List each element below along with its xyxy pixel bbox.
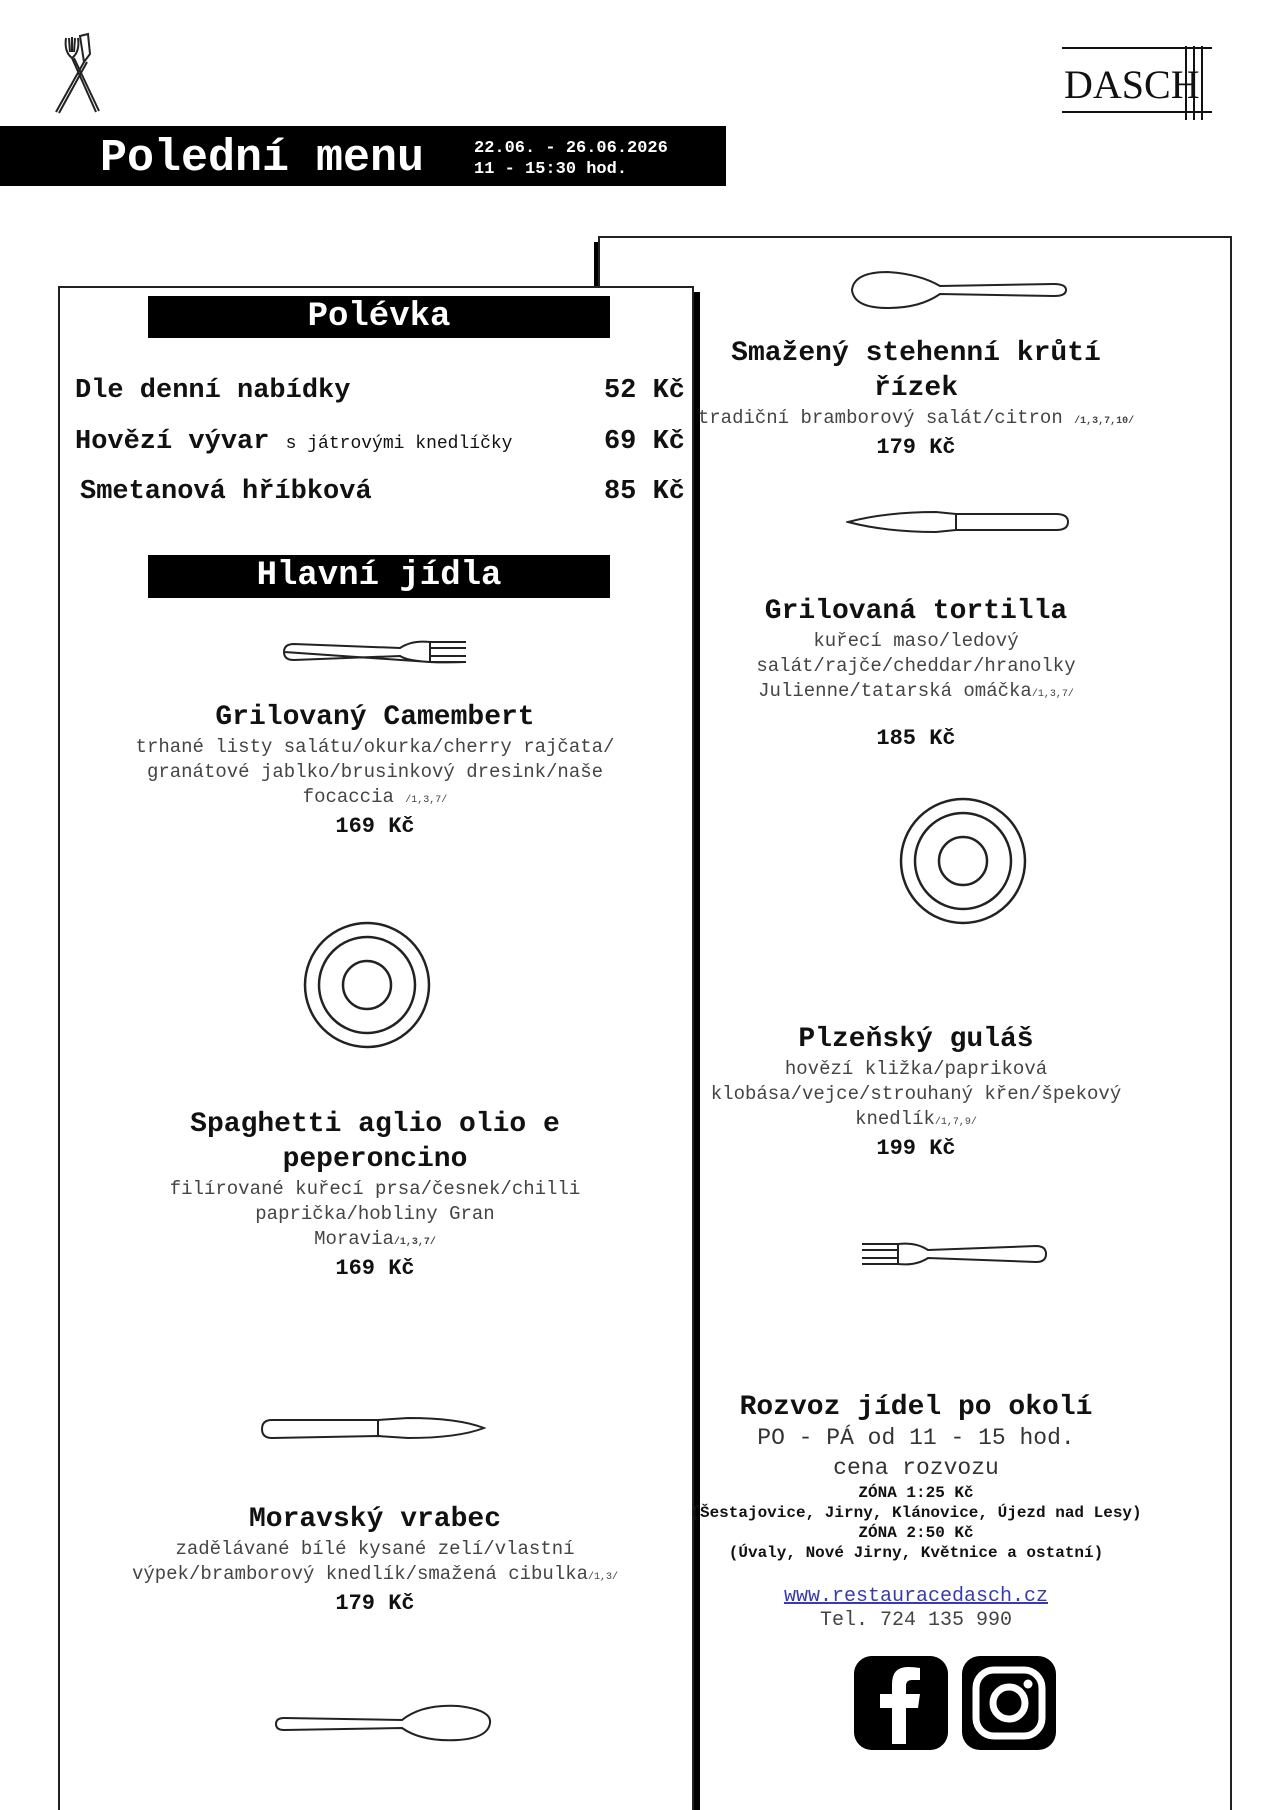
soup-row xyxy=(75,477,685,517)
soup-price: 52 Kč xyxy=(603,376,685,406)
menu-dates xyxy=(474,138,668,180)
dish-desc-line: trhané listy salátu/okurka/cherry rajčata/ xyxy=(135,736,615,758)
soup-name: Dle denní nabídky xyxy=(75,376,351,406)
delivery-zone-2: ZÓNA 2:50 Kč xyxy=(858,1524,974,1542)
dish-card xyxy=(606,594,1226,753)
dish-desc-line: kuřecí maso/ledový xyxy=(813,630,1019,652)
dish-price: 169 Kč xyxy=(335,1256,415,1281)
dish-desc-line: paprička/hobliny Gran xyxy=(255,1203,495,1225)
soup-row xyxy=(75,427,685,467)
dish-desc-line: filírované kuřecí prsa/česnek/chilli xyxy=(169,1178,581,1200)
dish-desc-line: salát/rajče/cheddar/hranolky xyxy=(756,655,1076,677)
dish-description xyxy=(606,629,1226,707)
soup-name: Hovězí vývar xyxy=(75,427,270,457)
delivery-section xyxy=(606,1392,1226,1633)
soup-row xyxy=(75,376,685,416)
delivery-zone-2-places: (Úvaly, Nové Jirny, Květnice a ostatní) xyxy=(728,1544,1104,1562)
dish-name: Moravský vrabec xyxy=(248,1504,502,1535)
knife-icon xyxy=(258,1414,486,1444)
dish-card xyxy=(603,336,1226,462)
delivery-title: Rozvoz jídel po okolí xyxy=(739,1392,1093,1423)
delivery-cost-label: cena rozvozu xyxy=(833,1455,999,1481)
dish-desc-line: focaccia xyxy=(302,786,406,808)
dish-desc-line: tradiční bramborový salát/citron xyxy=(697,407,1075,429)
dish-name-line: Smažený stehenní krůtí xyxy=(731,338,1101,369)
soup-note: s játrovými knedlíčky xyxy=(285,434,513,454)
soup-heading: Polévka xyxy=(148,296,610,338)
dish-allergens: /1,3,7/ xyxy=(1031,689,1074,700)
phone-number: Tel. 724 135 990 xyxy=(819,1609,1013,1632)
dasch-logo xyxy=(1062,46,1218,120)
dish-name-line: řízek xyxy=(873,373,958,404)
dish-description xyxy=(80,1537,670,1590)
fork-icon xyxy=(860,1238,1050,1270)
fork-knife-icon xyxy=(50,32,108,116)
knife-icon xyxy=(846,506,1072,536)
facebook-icon[interactable] xyxy=(854,1656,948,1750)
dish-price: 169 Kč xyxy=(335,814,415,839)
dish-desc-line: klobása/vejce/strouhaný křen/špekový xyxy=(710,1083,1122,1105)
dish-desc-line: knedlík xyxy=(855,1108,935,1130)
dish-name-line: Spaghetti aglio olio e xyxy=(190,1109,560,1140)
dish-card xyxy=(80,700,670,841)
delivery-zone-1: ZÓNA 1:25 Kč xyxy=(858,1484,974,1502)
dish-desc-line: Julienne/tatarská omáčka xyxy=(758,680,1032,702)
dish-allergens: /1,7,9/ xyxy=(934,1117,977,1128)
dish-card xyxy=(606,1022,1226,1163)
dish-desc-line: hovězí kližka/papriková xyxy=(784,1058,1048,1080)
plate-icon xyxy=(302,920,432,1050)
menu-hours: 11 - 15:30 hod. xyxy=(474,160,628,179)
dish-name: Plzeňský guláš xyxy=(798,1024,1034,1055)
dish-allergens: /1,3/ xyxy=(588,1572,619,1583)
dish-name: Grilovaná tortilla xyxy=(764,596,1068,627)
dish-desc-line: granátové jablko/brusinkový dresink/naše xyxy=(146,761,604,783)
dish-description xyxy=(606,406,1226,434)
instagram-icon[interactable] xyxy=(962,1656,1056,1750)
dish-name-line: peperoncino xyxy=(282,1144,468,1175)
dish-price: 179 Kč xyxy=(335,1591,415,1616)
dish-desc-line: výpek/bramborový knedlík/smažená cibulka xyxy=(131,1563,589,1585)
menu-date-range: 22.06. - 26.06.2026 xyxy=(474,139,668,158)
soup-name: Smetanová hříbková xyxy=(80,477,372,507)
website-link[interactable]: www.restauracedasch.cz xyxy=(783,1585,1049,1608)
dish-allergens: /1,3,7,10/ xyxy=(1074,416,1135,427)
spoon-icon xyxy=(272,1700,494,1746)
dish-card xyxy=(80,1107,670,1283)
dish-price: 199 Kč xyxy=(876,1136,956,1161)
spoon-icon xyxy=(848,268,1070,312)
mains-heading: Hlavní jídla xyxy=(148,555,610,598)
dish-desc-line: Moravia xyxy=(314,1228,394,1250)
delivery-zone-1-places: (Šestajovice, Jirny, Klánovice, Újezd nad Lesy) xyxy=(690,1504,1142,1522)
dish-name: Grilovaný Camembert xyxy=(215,702,535,733)
dish-description xyxy=(80,735,670,813)
dish-price: 179 Kč xyxy=(876,435,956,460)
menu-title: Polední menu xyxy=(100,133,425,184)
dish-price: 185 Kč xyxy=(876,726,956,751)
dish-allergens: /1,3,7/ xyxy=(393,1237,436,1248)
dish-name xyxy=(603,336,1226,406)
plate-icon xyxy=(898,796,1028,926)
dish-card xyxy=(80,1502,670,1618)
dish-description xyxy=(606,1057,1226,1135)
logo-text: DASCH xyxy=(1064,62,1200,107)
soup-price: 69 Kč xyxy=(603,427,685,457)
dish-name xyxy=(80,1107,670,1177)
delivery-days: PO - PÁ od 11 - 15 hod. xyxy=(757,1425,1075,1451)
dish-description xyxy=(80,1177,670,1255)
soup-price: 85 Kč xyxy=(603,477,685,507)
fork-icon xyxy=(280,636,468,668)
dish-desc-line: zadělávané bílé kysané zelí/vlastní xyxy=(175,1538,575,1560)
dish-allergens: /1,3,7/ xyxy=(405,795,448,806)
